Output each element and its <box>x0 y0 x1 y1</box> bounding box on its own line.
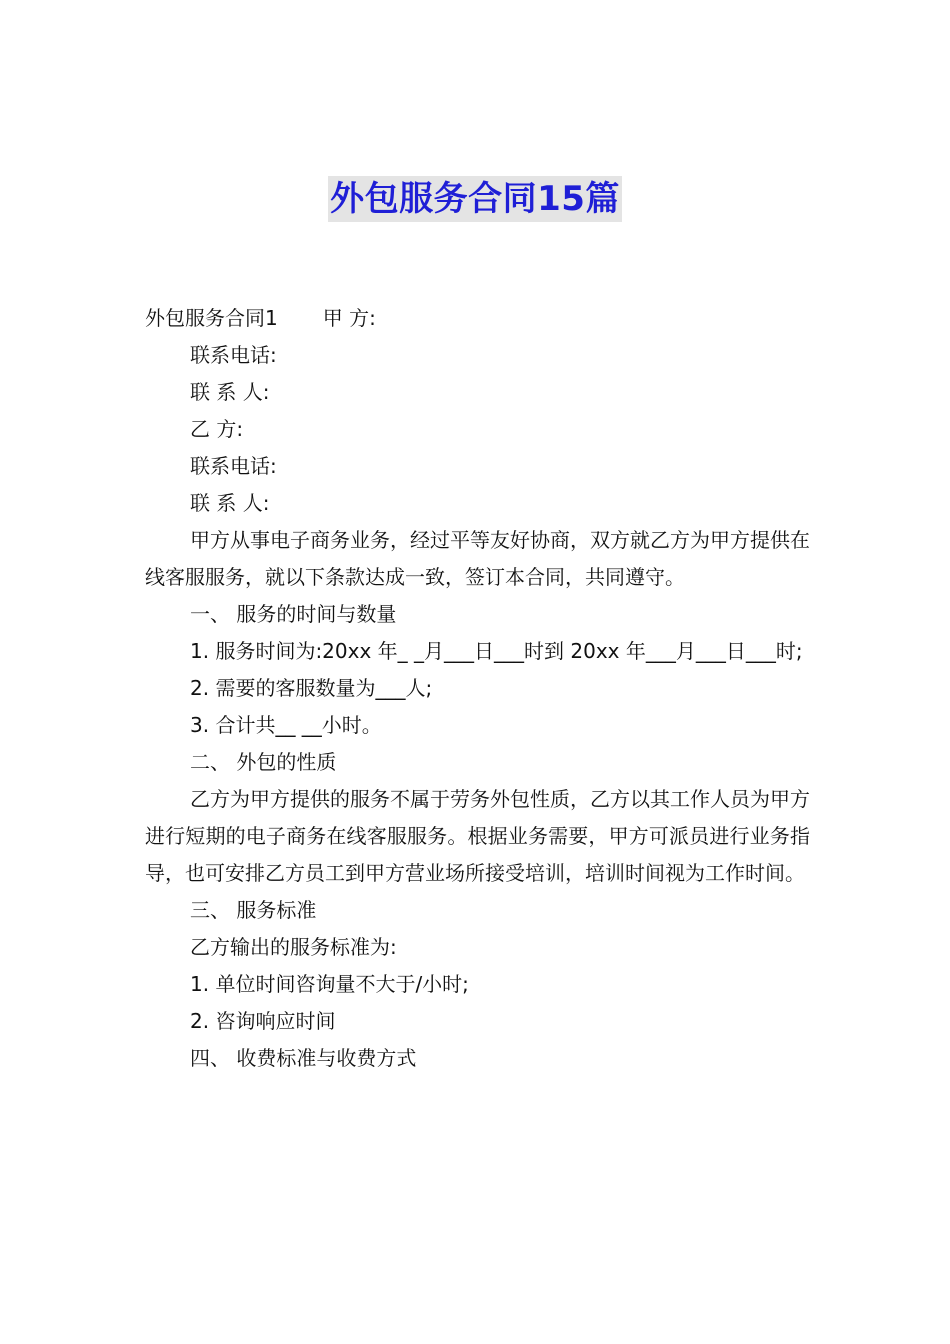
section-3-item-2: 2. 咨询响应时间 <box>190 1009 336 1033</box>
section-3-intro: 乙方输出的服务标准为: <box>190 935 397 959</box>
party-b-contact: 联 系 人: <box>190 491 270 515</box>
document-body <box>145 300 810 1077</box>
intro-paragraph: 甲方从事电子商务业务，经过平等友好协商，双方就乙方为甲方提供在线客服服务，就以下条款达成一致，签订本合同，共同遵守。 <box>145 528 810 589</box>
document-title: 外包服务合同15篇 <box>328 176 622 222</box>
section-3-item-1: 1. 单位时间咨询量不大于/小时; <box>190 972 469 996</box>
section-3-heading: 三、 服务标准 <box>190 898 317 922</box>
party-b-label: 乙 方: <box>190 417 244 441</box>
section-1-item-3: 3. 合计共__ __小时。 <box>190 713 382 737</box>
section-2-paragraph: 乙方为甲方提供的服务不属于劳务外包性质，乙方以其工作人员为甲方进行短期的电子商务在线客服服务。根据业务需要，甲方可派员进行业务指导，也可安排乙方员工到甲方营业场所接受培训，培训时间视为工作时间。 <box>145 787 810 885</box>
party-a-phone: 联系电话: <box>190 343 277 367</box>
party-b-phone: 联系电话: <box>190 454 277 478</box>
party-a-label: 甲 方: <box>322 306 376 330</box>
heading-line <box>145 300 810 337</box>
section-4-heading: 四、 收费标准与收费方式 <box>190 1046 417 1070</box>
section-1-item-1: 1. 服务时间为:20xx 年_ _月___日___时到 20xx 年___月___日___时; <box>190 639 803 663</box>
section-heading: 外包服务合同1 <box>145 306 278 330</box>
title-container <box>0 176 950 222</box>
party-a-contact: 联 系 人: <box>190 380 270 404</box>
section-1-heading: 一、 服务的时间与数量 <box>190 602 397 626</box>
section-2-heading: 二、 外包的性质 <box>190 750 337 774</box>
section-1-item-2: 2. 需要的客服数量为___人; <box>190 676 433 700</box>
